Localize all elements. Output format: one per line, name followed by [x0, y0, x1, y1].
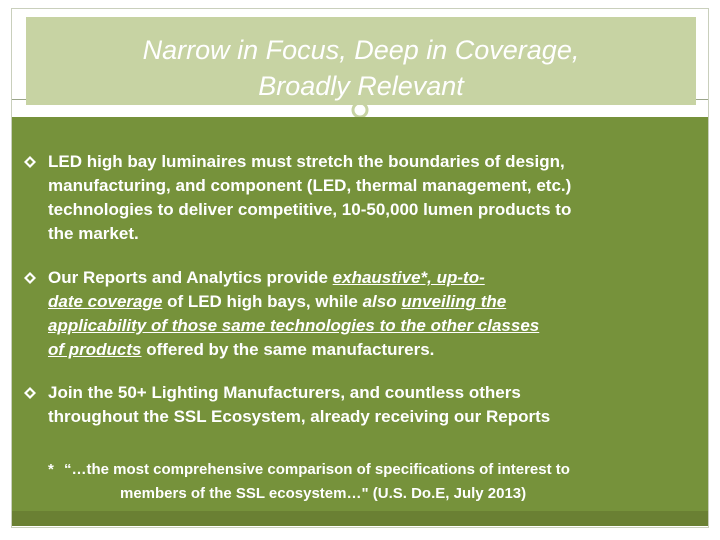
emphasis-text: exhaustive*, up-to-: [332, 268, 485, 287]
bullet-item: [24, 381, 674, 431]
bullet-line: Join the 50+ Lighting Manufacturers, and countless others: [48, 383, 521, 402]
diamond-bullet-icon: [24, 387, 36, 399]
bullet-line: technologies to deliver competitive, 10-50,000 lumen products to: [48, 200, 572, 219]
slide-title-line-2: Broadly Relevant: [258, 71, 464, 101]
bullet-line: throughout the SSL Ecosystem, already receiving our Reports: [48, 407, 551, 426]
title-divider-right: [696, 99, 708, 100]
emphasis-text: unveiling the: [401, 292, 507, 311]
bullet-line: [48, 290, 668, 314]
bullet-line: [48, 266, 668, 290]
slide-title-line-1: Narrow in Focus, Deep in Coverage,: [142, 35, 580, 65]
bullet-text: [48, 266, 668, 362]
bottom-strip: [12, 511, 708, 526]
bullet-segment: Our Reports and Analytics provide: [48, 268, 333, 287]
bullet-segment: offered by the same manufacturers.: [141, 340, 435, 359]
bullet-item: [24, 150, 674, 250]
emphasis-text: date coverage: [48, 292, 163, 311]
footnote-line: “…the most comprehensive comparison of specifications of interest to: [64, 461, 570, 478]
emphasis-text: of products: [48, 340, 142, 359]
bullet-text: [48, 381, 668, 429]
diamond-bullet-icon: [24, 156, 36, 168]
title-divider-left: [12, 99, 26, 100]
footnote-marker: *: [48, 461, 54, 478]
bullet-line: the market.: [48, 224, 139, 243]
bullet-text: [48, 150, 668, 246]
diamond-bullet-icon: [24, 272, 36, 284]
bullet-item: [24, 266, 674, 366]
bullet-line: LED high bay luminaires must stretch the boundaries of design,: [48, 152, 565, 171]
bullet-line: manufacturing, and component (LED, thermal management, etc.): [48, 176, 572, 195]
emphasis-text: also: [362, 292, 397, 311]
footnote-line: members of the SSL ecosystem…" (U.S. Do.E, July 2013): [120, 485, 527, 502]
bullet-line: [48, 338, 668, 362]
slide-title: [26, 32, 696, 104]
emphasis-text: applicability of those same technologies to the other classes: [48, 316, 540, 335]
bullet-segment: of LED high bays, while: [162, 292, 363, 311]
